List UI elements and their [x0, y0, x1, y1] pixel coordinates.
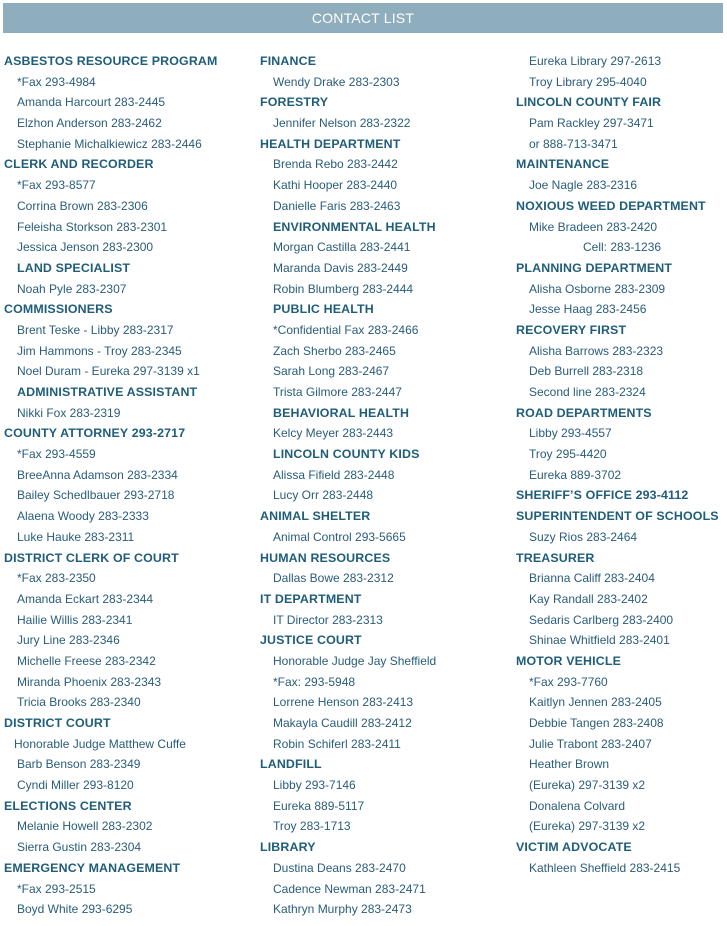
department-heading: PLANNING DEPARTMENT: [516, 260, 673, 275]
contact-entry: *Fax 293-4559: [17, 447, 96, 462]
contact-entry: Danielle Faris 283-2463: [273, 198, 401, 213]
contact-entry: Animal Control 293-5665: [273, 529, 406, 544]
contact-entry: *Fax 293-7760: [529, 674, 608, 689]
contact-entry: Heather Brown: [529, 757, 610, 772]
contact-entry: Miranda Phoenix 283-2343: [17, 674, 162, 689]
contact-entry: Jennifer Nelson 283-2322: [273, 116, 411, 131]
contact-entry: Julie Trabont 283-2407: [529, 736, 652, 751]
contact-entry: *Fax 293-8577: [17, 178, 96, 193]
contact-entry: Robin Blumberg 283-2444: [273, 281, 414, 296]
contact-entry: Cell: 283-1236: [583, 240, 662, 255]
contact-entry: Jesse Haag 283-2456: [529, 302, 647, 317]
contact-entry: Kathryn Murphy 283-2473: [273, 902, 412, 917]
contact-entry: Jury Line 283-2346: [17, 633, 120, 648]
department-heading: FINANCE: [260, 54, 317, 68]
contact-entry: Feleisha Storkson 283-2301: [17, 219, 168, 234]
contact-entry: Barb Benson 283-2349: [17, 757, 141, 772]
subdepartment-heading: LINCOLN COUNTY KIDS: [273, 447, 420, 462]
contact-entry: Shinae Whitfield 283-2401: [529, 633, 670, 648]
contact-entry: Luke Hauke 283-2311: [17, 529, 135, 544]
contact-entry: Nikki Fox 283-2319: [17, 405, 121, 420]
department-heading: LINCOLN COUNTY FAIR: [516, 95, 662, 110]
contact-entry: Jessica Jenson 283-2300: [17, 240, 154, 255]
contact-entry: Jim Hammons - Troy 283-2345: [17, 343, 182, 358]
contact-entry: Sedaris Carlberg 283-2400: [529, 612, 674, 627]
contact-entry: Trista Gilmore 283-2447: [273, 385, 402, 399]
contact-entry: Cadence Newman 283-2471: [273, 881, 426, 896]
contact-entry: Debbie Tangen 283-2408: [529, 716, 664, 730]
contact-entry: Noel Duram - Eureka 297-3139 x1: [17, 364, 200, 379]
contact-entry: Bailey Schedlbauer 293-2718: [17, 488, 175, 503]
contact-entry: Robin Schiferl 283-2411: [273, 736, 401, 751]
department-heading: RECOVERY FIRST: [516, 322, 627, 337]
contact-entry: Kaitlyn Jennen 283-2405: [529, 695, 662, 710]
department-heading: SHERIFF’S OFFICE 293-4112: [516, 488, 689, 503]
page-title: CONTACT LIST: [311, 10, 415, 26]
department-heading: COUNTY ATTORNEY 293-2717: [4, 426, 186, 441]
subdepartment-heading: LAND SPECIALIST: [17, 260, 131, 275]
department-heading: DISTRICT COURT: [4, 716, 111, 730]
contact-entry: Makayla Caudill 283-2412: [273, 716, 412, 730]
contact-entry: Second line 283-2324: [529, 385, 646, 399]
contact-entry: Donalena Colvard: [529, 798, 626, 813]
subdepartment-heading: ENVIRONMENTAL HEALTH: [273, 219, 436, 234]
department-heading: DISTRICT CLERK OF COURT: [4, 550, 179, 565]
department-heading: FORESTRY: [260, 95, 329, 110]
contact-entry: Libby 293-4557: [529, 426, 612, 441]
contact-entry: Elzhon Anderson 283-2462: [17, 116, 162, 131]
subdepartment-heading: ADMINISTRATIVE ASSISTANT: [17, 385, 198, 399]
contact-entry: Libby 293-7146: [273, 778, 356, 793]
contact-entry: Sierra Gustin 283-2304: [17, 840, 142, 855]
contact-entry: Troy Library 295-4040: [529, 74, 647, 89]
contact-entry: Dustina Deans 283-2470: [273, 860, 406, 875]
contact-entry: Troy 283-1713: [273, 819, 351, 834]
contact-entry: Alisha Osborne 283-2309: [529, 281, 666, 296]
department-heading: EMERGENCY MANAGEMENT: [4, 860, 181, 875]
contact-entry: Alisha Barrows 283-2323: [529, 343, 664, 358]
subdepartment-heading: BEHAVIORAL HEALTH: [273, 405, 410, 420]
contact-entry: *Fax 293-2515: [17, 881, 96, 896]
contact-entry: Maranda Davis 283-2449: [273, 260, 408, 275]
department-heading: ASBESTOS RESOURCE PROGRAM: [4, 54, 218, 68]
contact-entry: Eureka Library 297-2613: [529, 54, 662, 68]
column-2: [260, 51, 512, 920]
contact-entry: (Eureka) 297-3139 x2: [529, 819, 646, 834]
contact-entry: BreeAnna Adamson 283-2334: [17, 467, 178, 482]
contact-entry: Deb Burrell 283-2318: [529, 364, 644, 379]
contact-entry: Sarah Long 283-2467: [273, 364, 390, 379]
contact-entry: *Fax: 293-5948: [273, 674, 356, 689]
department-heading: CLERK AND RECORDER: [4, 157, 154, 172]
contact-entry: Eureka 889-3702: [529, 467, 622, 482]
department-heading: NOXIOUS WEED DEPARTMENT: [516, 198, 706, 213]
contact-entry: *Fax 293-4984: [17, 74, 96, 89]
contact-entry: Tricia Brooks 283-2340: [17, 695, 141, 710]
department-heading: SUPERINTENDENT OF SCHOOLS: [516, 509, 719, 524]
contact-entry: Corrina Brown 283-2306: [17, 198, 148, 213]
contact-entry: Amanda Eckart 283-2344: [17, 591, 154, 606]
contact-entry: Troy 295-4420: [529, 447, 607, 462]
contact-entry: Brenda Rebo 283-2442: [273, 157, 398, 172]
contact-entry: Alaena Woody 283-2333: [17, 509, 149, 524]
contact-entry: Lorrene Henson 283-2413: [273, 695, 414, 710]
contact-entry: Kelcy Meyer 283-2443: [273, 426, 394, 441]
contact-entry: (Eureka) 297-3139 x2: [529, 778, 646, 793]
department-heading: HUMAN RESOURCES: [260, 550, 391, 565]
contact-entry: Dallas Bowe 283-2312: [273, 571, 394, 586]
contact-entry: Noah Pyle 283-2307: [17, 281, 127, 296]
contact-entry: Kay Randall 283-2402: [529, 591, 648, 606]
contact-entry: Kathi Hooper 283-2440: [273, 178, 398, 193]
contact-entry: Amanda Harcourt 283-2445: [17, 95, 166, 110]
contact-entry: Zach Sherbo 283-2465: [273, 343, 396, 358]
department-heading: LANDFILL: [260, 757, 322, 772]
contact-entry: Brianna Califf 283-2404: [529, 571, 655, 586]
contact-entry: IT Director 283-2313: [273, 612, 383, 627]
department-heading: COMMISSIONERS: [4, 302, 113, 317]
contact-entry: Morgan Castilla 283-2441: [273, 240, 411, 255]
department-heading: LIBRARY: [260, 840, 316, 855]
contact-entry: Brent Teske - Libby 283-2317: [17, 322, 174, 337]
contact-entry: Honorable Judge Matthew Cuffe: [14, 736, 186, 751]
contact-entry: Hailie Willis 283-2341: [17, 612, 133, 627]
contact-entry: Mike Bradeen 283-2420: [529, 219, 658, 234]
department-heading: MAINTENANCE: [516, 157, 610, 172]
contact-entry: Michelle Freese 283-2342: [17, 653, 156, 668]
contact-entry: *Fax 283-2350: [17, 571, 96, 586]
department-heading: ROAD DEPARTMENTS: [516, 405, 652, 420]
contact-entry: Honorable Judge Jay Sheffield: [273, 653, 437, 668]
contact-entry: Cyndi Miller 293-8120: [17, 778, 134, 793]
contact-list-header: [3, 3, 723, 33]
contact-entry: *Confidential Fax 283-2466: [273, 322, 419, 337]
contact-entry: Wendy Drake 283-2303: [273, 74, 400, 89]
column-3: [516, 51, 726, 879]
contact-entry: Lucy Orr 283-2448: [273, 488, 374, 503]
department-heading: JUSTICE COURT: [260, 633, 362, 648]
department-heading: VICTIM ADVOCATE: [516, 840, 632, 855]
department-heading: HEALTH DEPARTMENT: [260, 136, 401, 151]
department-heading: TREASURER: [516, 550, 595, 565]
department-heading: MOTOR VEHICLE: [516, 653, 621, 668]
column-1: [4, 51, 256, 920]
contact-entry: or 888-713-3471: [529, 136, 618, 151]
department-heading: IT DEPARTMENT: [260, 591, 362, 606]
contact-entry: Suzy Rios 283-2464: [529, 529, 638, 544]
contact-entry: Stephanie Michalkiewicz 283-2446: [17, 136, 202, 151]
contact-entry: Boyd White 293-6295: [17, 902, 133, 917]
contact-entry: Eureka 889-5117: [273, 798, 365, 813]
contact-entry: Alissa Fifield 283-2448: [273, 467, 395, 482]
contact-entry: Pam Rackley 297-3471: [529, 116, 654, 131]
contact-entry: Joe Nagle 283-2316: [529, 178, 638, 193]
department-heading: ELECTIONS CENTER: [4, 798, 132, 813]
subdepartment-heading: PUBLIC HEALTH: [273, 302, 374, 317]
contact-entry: Kathleen Sheffield 283-2415: [529, 860, 681, 875]
department-heading: ANIMAL SHELTER: [260, 509, 371, 524]
contact-entry: Melanie Howell 283-2302: [17, 819, 153, 834]
